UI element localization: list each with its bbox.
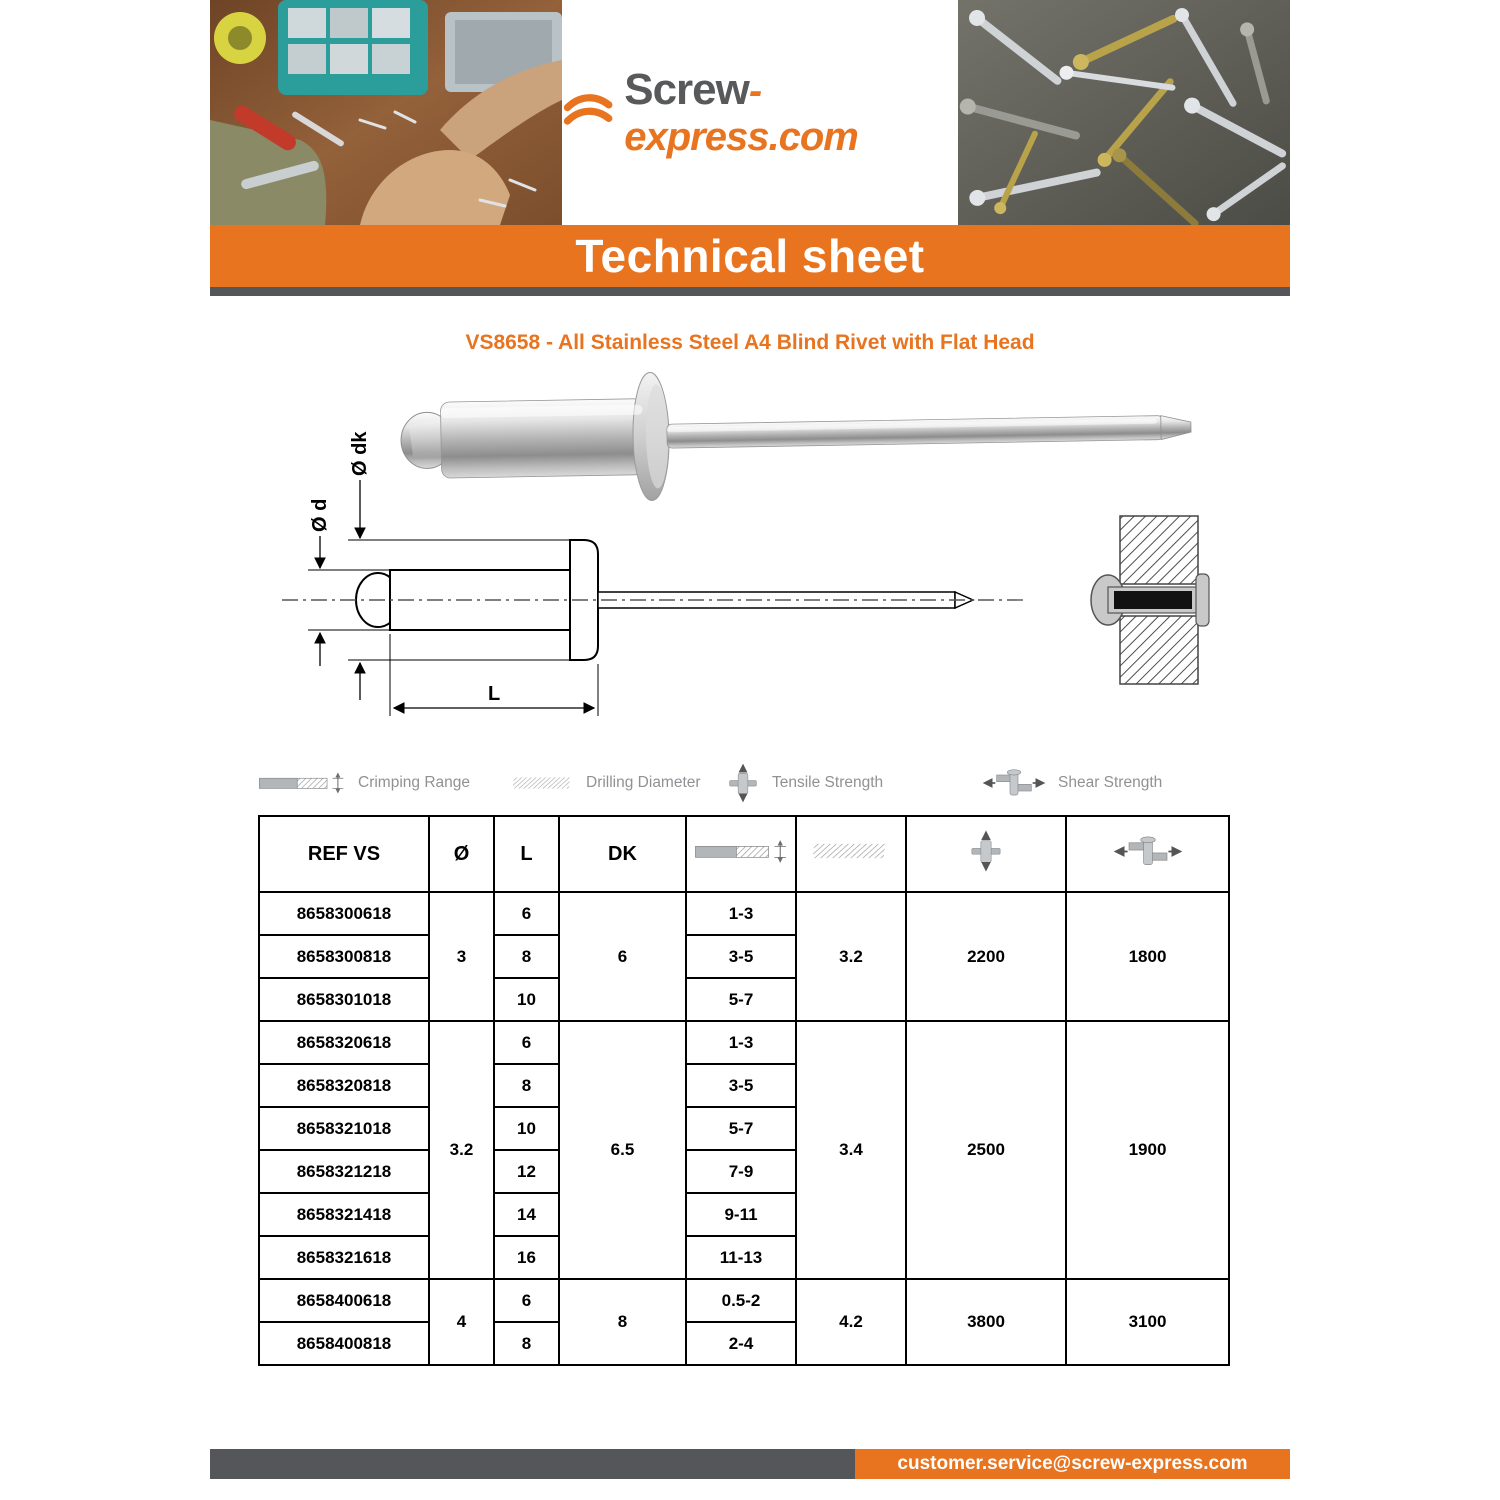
crimping-range-icon [694, 835, 789, 868]
drilling-diameter-icon [812, 838, 890, 864]
diameter-cell: 3.2 [429, 1021, 494, 1279]
header-shear-strength [1066, 816, 1229, 892]
ref-cell: 8658400818 [259, 1322, 429, 1365]
length-cell: 8 [494, 1064, 559, 1107]
legend-label: Drilling Diameter [586, 774, 701, 791]
dk-cell: 6.5 [559, 1021, 686, 1279]
product-title: VS8658 - All Stainless Steel A4 Blind Rivet with Flat Head [465, 331, 1035, 354]
length-cell: 6 [494, 1279, 559, 1322]
drilling-diameter-cell: 3.4 [796, 1021, 906, 1279]
spec-row [259, 1279, 1229, 1322]
length-cell: 14 [494, 1193, 559, 1236]
legend-item-tensile-strength [726, 760, 883, 806]
installed-rivet-section [1091, 516, 1209, 684]
tensile-strength-icon [968, 830, 1004, 872]
header-dk: DK [559, 816, 686, 892]
crimping-range-cell: 3-5 [686, 1064, 796, 1107]
header [210, 0, 1290, 225]
drilling-diameter-cell: 4.2 [796, 1279, 906, 1365]
crimping-range-cell: 0.5-2 [686, 1279, 796, 1322]
ref-cell: 8658320618 [259, 1021, 429, 1064]
shear-strength-icon [982, 767, 1046, 799]
length-cell: 6 [494, 892, 559, 935]
legend-label: Tensile Strength [772, 774, 884, 791]
header-tensile-strength [906, 816, 1066, 892]
ref-cell: 8658321018 [259, 1107, 429, 1150]
ref-cell: 8658300618 [259, 892, 429, 935]
legend-label: Shear Strength [1058, 774, 1163, 791]
dim-label-dk: Ø dk [349, 431, 371, 476]
shear-strength-cell: 3100 [1066, 1279, 1229, 1365]
crimping-range-cell: 2-4 [686, 1322, 796, 1365]
dk-cell: 6 [559, 892, 686, 1021]
dim-label-length: L [488, 683, 501, 705]
header-ref: REF VS [259, 816, 429, 892]
workbench-photo-graphic [210, 0, 562, 225]
crimping-range-cell: 1-3 [686, 1021, 796, 1064]
length-cell: 10 [494, 1107, 559, 1150]
table-header-row [259, 816, 1229, 892]
ref-cell: 8658300818 [259, 935, 429, 978]
ref-cell: 8658320818 [259, 1064, 429, 1107]
length-cell: 6 [494, 1021, 559, 1064]
length-cell: 8 [494, 935, 559, 978]
crimping-range-cell: 9-11 [686, 1193, 796, 1236]
crimping-range-cell: 7-9 [686, 1150, 796, 1193]
crimping-range-cell: 5-7 [686, 978, 796, 1021]
brand-name-orange: -express.com [624, 69, 858, 159]
legend-item-shear-strength [982, 760, 1162, 806]
spec-row [259, 1021, 1229, 1064]
logo-swoosh-icon [562, 89, 614, 137]
legend-item-crimping-range [258, 760, 470, 806]
crimping-range-cell: 5-7 [686, 1107, 796, 1150]
length-cell: 10 [494, 978, 559, 1021]
brand-name-dark: Screw [624, 65, 749, 114]
length-cell: 16 [494, 1236, 559, 1279]
rivet-technical-drawing [260, 428, 1240, 730]
spec-table [258, 815, 1230, 1366]
drilling-diameter-icon [512, 772, 574, 794]
dk-cell: 8 [559, 1279, 686, 1365]
banner-title: Technical sheet [575, 230, 925, 282]
crimping-range-icon [258, 768, 346, 798]
footer-dark-bar [210, 1449, 855, 1479]
spec-row [259, 892, 1229, 935]
footer-email: customer.service@screw-express.com [897, 1453, 1248, 1474]
crimping-range-cell: 3-5 [686, 935, 796, 978]
footer-orange-bar [855, 1449, 1290, 1479]
length-cell: 8 [494, 1322, 559, 1365]
shear-strength-icon [1113, 834, 1183, 869]
shear-strength-cell: 1900 [1066, 1021, 1229, 1279]
ref-cell: 8658301018 [259, 978, 429, 1021]
tensile-strength-cell: 3800 [906, 1279, 1066, 1365]
logo [562, 0, 958, 225]
banner [210, 225, 1290, 287]
screws-photo [958, 0, 1290, 225]
shear-strength-cell: 1800 [1066, 892, 1229, 1021]
ref-cell: 8658400618 [259, 1279, 429, 1322]
ref-cell: 8658321618 [259, 1236, 429, 1279]
length-cell: 12 [494, 1150, 559, 1193]
header-diameter: Ø [429, 816, 494, 892]
legend-label: Crimping Range [358, 774, 470, 791]
ref-cell: 8658321218 [259, 1150, 429, 1193]
tensile-strength-icon [726, 763, 760, 803]
screws-photo-graphic [958, 0, 1290, 225]
header-drilling-diameter [796, 816, 906, 892]
tensile-strength-cell: 2200 [906, 892, 1066, 1021]
dim-label-d: Ø d [309, 498, 331, 532]
crimping-range-cell: 1-3 [686, 892, 796, 935]
header-crimping-range [686, 816, 796, 892]
banner-shadow [210, 287, 1290, 296]
diameter-cell: 3 [429, 892, 494, 1021]
workbench-photo [210, 0, 562, 225]
legend-item-drilling-diameter [512, 760, 701, 806]
drilling-diameter-cell: 3.2 [796, 892, 906, 1021]
header-length: L [494, 816, 559, 892]
tensile-strength-cell: 2500 [906, 1021, 1066, 1279]
crimping-range-cell: 11-13 [686, 1236, 796, 1279]
ref-cell: 8658321418 [259, 1193, 429, 1236]
diameter-cell: 4 [429, 1279, 494, 1365]
